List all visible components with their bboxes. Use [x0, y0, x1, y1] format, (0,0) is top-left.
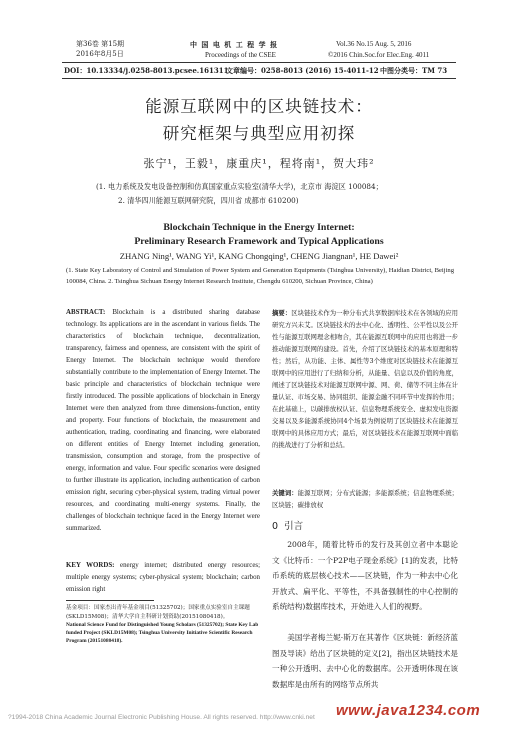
title-cn-line2: 研究框架与典型应用初探: [162, 124, 356, 143]
header-journal-en: Proceedings of the CSEE: [205, 51, 276, 59]
header-rule-top: [62, 62, 456, 63]
keywords-en-text: energy internet; distributed energy resources; multiple energy systems; cyber-physical system; blockchain; carbon emission right: [66, 562, 260, 593]
title-en-line2: Preliminary Research Framework and Typical Applications: [134, 236, 384, 247]
abstract-cn: [272, 307, 458, 451]
authors-en: ZHANG Ning¹, WANG Yi¹, KANG Chongqing¹, CHENG Jiangnan¹, HE Dawei²: [119, 251, 399, 261]
watermark-cnki: ?1994-2018 China Academic Journal Electronic Publishing House. All rights reserved. http://www.cnki.net: [8, 714, 315, 721]
title-en-line1: Blockchain Technique in the Energy Internet:: [163, 222, 355, 233]
section-heading: [272, 518, 303, 532]
header-clc: 中图分类号：TM 73: [380, 66, 448, 75]
keywords-cn-label: 关键词：: [272, 489, 298, 497]
affiliation-cn-2: 2. 清华四川能源互联网研究院，四川省 成都市 610200): [118, 196, 299, 205]
keywords-cn-text: 能源互联网；分布式能源；多能源系统；信息物理系统；区块链；碳排放权: [272, 489, 459, 509]
header-doi: DOI：10.13334/j.0258-8013.pcsee.161311: [64, 66, 229, 75]
header-volume-cn: 第36卷 第15期: [76, 40, 125, 48]
affiliation-en: (1. State Key Laboratory of Control and Simulation of Power System and Generation Equipments (Tsinghua University), Haidian District, Beijing 100084, China. 2. Tsinghua Sichuan Energy Internet Research Institute, Chengdu 610200, Sichuan Province, China): [66, 267, 454, 285]
watermark-java1234: www.java1234.com: [336, 702, 481, 719]
keywords-cn: [272, 487, 458, 511]
section-number: 0: [272, 521, 279, 532]
abstract-en-text: Blockchain is a distributed sharing database technology. Its applications are in the ascendant in various fields. The characteristics of blockchain technique, decentralization, transparency, fairness and openness, are consistent with the spirit of Energy Internet. The blockchain technique would therefore substantially contribute to the implementation of Energy Internet. The basic principle and characteristics of blockchain technique were firstly introduced. The possible applications of blockchain in Energy Internet were then analyzed from three dimensions-function, entity and property. Four functions of blockchain, the measurement and authentication, trading, coordinating and financing, were elaborated on different entities of Energy Internet including generation, transmission, consumption and storage, from the prospective of energy, information and value. Four specific scenarios were designed to further illustrate its application, including authentication of carbon emission right, securing cyber-physical system, trading virtual power resources, and coordinating multi-energy systems. Finally, the challenges of blockchain technique faced in the Energy Internet were summarized.: [66, 309, 260, 532]
footnote-rule: [66, 600, 154, 601]
intro-paragraph-1: 2008年，随着比特币的发行及其创立者中本聪论文《比特币：一个P2P电子现金系统》[1]的发表，比特币系统的底层核心技术——区块链，作为一种去中心化开放式、扁平化、平等性，不具备强制性的中心控制的系统结构)数据库技术，开始进入人们的视野。: [272, 540, 458, 611]
section-title: 引言: [284, 521, 304, 532]
keywords-en: [66, 560, 260, 596]
authors-cn: 张宁¹，王毅¹，康重庆¹，程将南¹，贺大玮²: [143, 157, 375, 170]
header-journal-cn: 中 国 电 机 工 程 学 报: [190, 40, 279, 49]
abstract-en: [66, 307, 260, 535]
keywords-en-label: KEY WORDS:: [66, 562, 115, 569]
abstract-cn-label: 摘要：: [272, 309, 292, 317]
affiliation-cn-1: (1. 电力系统及发电设备控制和仿真国家重点实验室(清华大学)，北京市 海淀区 100084；: [96, 182, 383, 191]
header-date-cn: 2016年8月5日: [76, 50, 124, 58]
header-article-no: 文章编号：0258-8013 (2016) 15-4011-12: [226, 66, 379, 75]
funding-cn: 基金项目：国家杰出青年基金项目(51325702)；国家重点实验室自主课题(SKLD15M08)；清华大学自主科研计划资助(20151080418)。: [66, 605, 250, 620]
header-volume-en: Vol.36 No.15 Aug. 5, 2016: [336, 40, 412, 48]
intro-paragraph-2: 美国学者梅兰妮·斯万在其著作《区块链：新经济蓝图及导读》给出了区块链的定义[2]，指出区块链技术是一种公开透明、去中心化的数据库。公开透明体现在该数据库是由所有的网络节点所共: [272, 633, 458, 689]
title-cn-line1: 能源互联网中的区块链技术：: [145, 97, 373, 116]
header-rule-bottom: [62, 78, 456, 79]
abstract-cn-text: 区块链技术作为一种分布式共享数据库技术在各领域的应用研究方兴未艾。区块链技术的去中心化、透明性、公平性以及公开性与能源互联网理念相吻合，其在能源互联网中的应用也将进一步推动能源互联网的建设。首先，介绍了区块链技术的基本原理和特性；然后，从功能、主体、属性等3个维度对区块链技术在能源互联网中的应用进行了归纳和分析，从能量、信息以及价值的角度，阐述了区块链技术对能源互联网中源、网、荷、储等不同主体在计量认证、市场交易、协同组织、能源金融不同环节中发挥的作用；在此基础上，以碳排放权认证、信息物理系统安全、虚拟发电资源交易以及多能源系统协同4个场景为例说明了区块链技术在能源互联网中的具体应用方式；最后，对区块链技术在能源互联网中面临的挑战进行了分析和总结。: [272, 309, 459, 449]
funding-en: National Science Fund for Distinguished Young Scholars (51325702); State Key Lab funded Project (SKLD15M08); Tsinghua University Initiative Scientific Research Program (20151080418).: [66, 622, 259, 644]
header-copyright: ©2016 Chin.Soc.for Elec.Eng. 4011: [328, 51, 430, 59]
abstract-en-label: ABSTRACT:: [66, 309, 106, 316]
